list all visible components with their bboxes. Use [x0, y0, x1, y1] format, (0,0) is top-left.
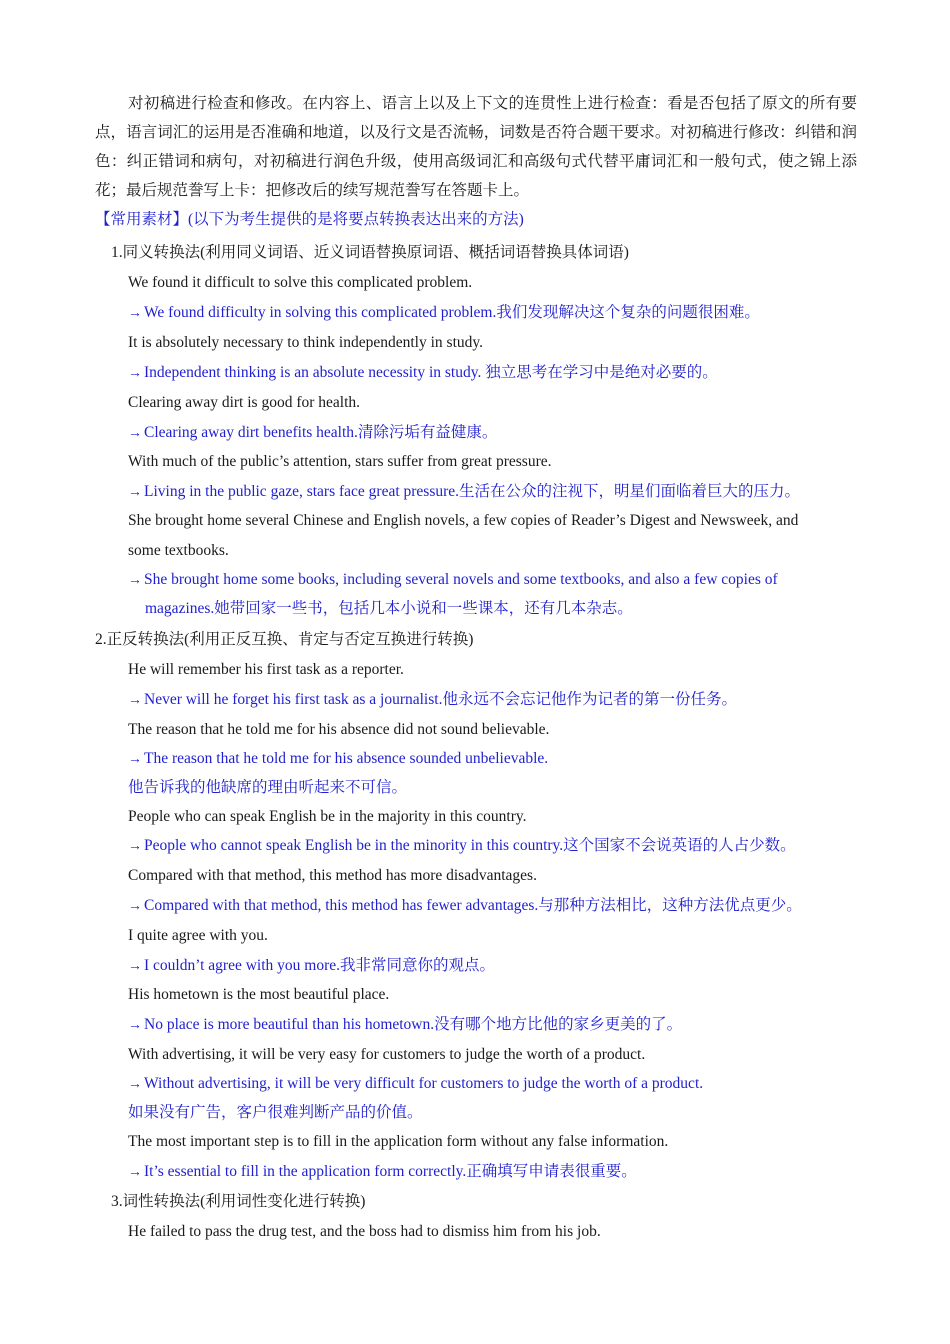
section-title-synonym: 1.同义转换法(利用同义词语、近义词语替换原词语、概括词语替换具体词语) [111, 244, 629, 261]
arrow-icon: → [128, 959, 142, 974]
arrow-icon: → [128, 366, 142, 381]
example-converted: → Without advertising, it will be very difficult for customers to judge the worth of a product. [128, 1075, 704, 1092]
arrow-icon: → [128, 1165, 142, 1180]
example-converted: → Never will he forget his first task as a journalist.他永远不会忘记他作为记者的第一份任务。 [128, 691, 737, 708]
example-original: The most important step is to fill in the application form without any false information. [128, 1133, 669, 1150]
arrow-icon: → [128, 1018, 142, 1033]
example-converted: → No place is more beautiful than his hometown.没有哪个地方比他的家乡更美的了。 [128, 1016, 683, 1033]
example-converted-line2: magazines.她带回家一些书，包括几本小说和一些课本，还有几本杂志。 [145, 600, 633, 617]
intro-paragraph: 对初稿进行检查和修改。在内容上、语言上以及上下文的连贯性上进行检查：看是否包括了原文的所有要点，语言词汇的运用是否准确和地道，以及行文是否流畅，词数是否符合题干要求。对初稿进行修改：纠错和润色：纠正错词和病句，对初稿进行润色升级，使用高级词汇和高级句式代替平庸词汇和一般句式，使之锦上添花；最后规范誊写上卡：把修改后的续写规范誊写在答题卡上。 [95, 95, 857, 199]
heading-note: (以下为考生提供的是将要点转换表达出来的方法) [188, 211, 524, 228]
arrow-icon: → [128, 1077, 142, 1092]
example-original: He will remember his first task as a reporter. [128, 661, 404, 678]
arrow-icon: → [128, 306, 142, 321]
example-original: It is absolutely necessary to think independently in study. [128, 334, 484, 351]
example-original: I quite agree with you. [128, 927, 268, 944]
arrow-icon: → [128, 426, 142, 441]
example-original: With much of the public’s attention, stars suffer from great pressure. [128, 453, 552, 470]
example-converted: → Clearing away dirt benefits health.清除污垢有益健康。 [128, 424, 498, 441]
example-original: We found it difficult to solve this complicated problem. [128, 274, 473, 291]
example-converted: → We found difficulty in solving this complicated problem.我们发现解决这个复杂的问题很困难。 [128, 304, 760, 321]
example-converted: → I couldn’t agree with you more.我非常同意你的观点。 [128, 957, 495, 974]
example-converted: → Compared with that method, this method has fewer advantages.与那种方法相比，这种方法优点更少。 [128, 897, 802, 914]
heading-label: 【常用素材】 [95, 211, 189, 228]
common-materials-heading [95, 210, 524, 230]
example-translation: 如果没有广告，客户很难判断产品的价值。 [128, 1104, 423, 1121]
example-original: Compared with that method, this method has more disadvantages. [128, 867, 537, 884]
example-converted: → Living in the public gaze, stars face great pressure.生活在公众的注视下，明星们面临着巨大的压力。 [128, 483, 801, 500]
example-converted: → People who cannot speak English be in the minority in this country.这个国家不会说英语的人占少数。 [128, 837, 796, 854]
arrow-icon: → [128, 573, 142, 588]
example-converted: → Independent thinking is an absolute necessity in study. 独立思考在学习中是绝对必要的。 [128, 364, 718, 381]
example-converted: → It’s essential to fill in the application form correctly.正确填写申请表很重要。 [128, 1163, 637, 1180]
example-original: People who can speak English be in the majority in this country. [128, 808, 527, 825]
example-original: He failed to pass the drug test, and the boss had to dismiss him from his job. [128, 1223, 601, 1240]
example-converted: → The reason that he told me for his absence sounded unbelievable. [128, 750, 549, 767]
section-title-positive-negative: 2.正反转换法(利用正反互换、肯定与否定互换进行转换) [95, 631, 474, 648]
arrow-icon: → [128, 485, 142, 500]
example-original: His hometown is the most beautiful place. [128, 986, 390, 1003]
example-original: With advertising, it will be very easy for customers to judge the worth of a product. [128, 1046, 646, 1063]
arrow-icon: → [128, 839, 142, 854]
arrow-icon: → [128, 693, 142, 708]
example-original-line1: She brought home several Chinese and English novels, a few copies of Reader’s Digest and Newsweek, and [128, 512, 799, 529]
section-title-part-of-speech: 3.词性转换法(利用词性变化进行转换) [111, 1193, 366, 1210]
example-converted-line1: → She brought home some books, including several novels and some textbooks, and also a few copies of [128, 571, 778, 588]
example-translation: 他告诉我的他缺席的理由听起来不可信。 [128, 779, 408, 796]
arrow-icon: → [128, 752, 142, 767]
arrow-icon: → [128, 899, 142, 914]
example-original-line2: some textbooks. [128, 542, 229, 559]
example-original: Clearing away dirt is good for health. [128, 394, 361, 411]
example-original: The reason that he told me for his absence did not sound believable. [128, 721, 550, 738]
